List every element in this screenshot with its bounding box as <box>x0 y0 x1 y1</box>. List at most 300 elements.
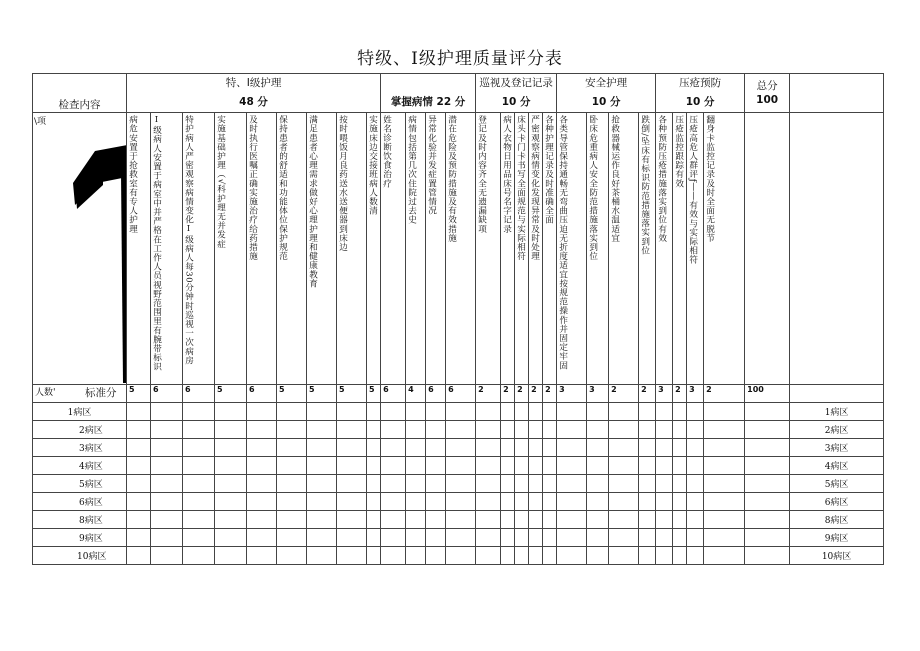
score-cell[interactable] <box>515 403 529 421</box>
score-cell[interactable] <box>656 421 673 439</box>
score-cell[interactable] <box>127 529 151 547</box>
score-cell[interactable] <box>337 547 367 565</box>
score-cell[interactable] <box>406 547 426 565</box>
score-cell[interactable] <box>183 439 215 457</box>
score-cell[interactable] <box>673 547 687 565</box>
score-cell[interactable] <box>673 511 687 529</box>
score-cell[interactable] <box>127 457 151 475</box>
score-cell[interactable] <box>656 547 673 565</box>
score-cell[interactable] <box>381 439 406 457</box>
score-cell[interactable] <box>337 475 367 493</box>
score-cell[interactable] <box>543 421 557 439</box>
score-cell[interactable] <box>406 439 426 457</box>
score-cell[interactable] <box>151 529 183 547</box>
score-cell[interactable] <box>687 493 704 511</box>
score-cell[interactable] <box>446 457 476 475</box>
score-cell[interactable] <box>687 475 704 493</box>
score-cell[interactable] <box>687 547 704 565</box>
score-cell[interactable] <box>639 493 656 511</box>
score-cell[interactable] <box>381 493 406 511</box>
standard-score-2: 6 <box>151 385 183 403</box>
standard-score-22: 2 <box>639 385 656 403</box>
group-safety-name: 安全护理 <box>585 77 628 89</box>
score-cell[interactable] <box>501 547 515 565</box>
standard-score-10: 6 <box>381 385 406 403</box>
score-cell[interactable] <box>476 403 501 421</box>
score-cell[interactable] <box>277 529 307 547</box>
group-condition-name: 掌握病情 22 分 <box>390 96 466 108</box>
score-cell[interactable] <box>557 511 587 529</box>
score-cell[interactable] <box>745 421 790 439</box>
score-cell[interactable] <box>639 529 656 547</box>
score-cell[interactable] <box>337 457 367 475</box>
score-cell[interactable] <box>609 421 639 439</box>
score-cell[interactable] <box>557 457 587 475</box>
score-cell[interactable] <box>529 421 543 439</box>
score-cell[interactable] <box>307 475 337 493</box>
score-cell[interactable] <box>183 529 215 547</box>
score-cell[interactable] <box>557 475 587 493</box>
score-cell[interactable] <box>426 421 446 439</box>
score-cell[interactable] <box>381 457 406 475</box>
score-cell[interactable] <box>543 547 557 565</box>
score-cell[interactable] <box>151 439 183 457</box>
ward-label-right: 8病区 <box>790 511 884 529</box>
score-cell[interactable] <box>367 421 381 439</box>
criteria-total-cell <box>745 113 790 385</box>
score-cell[interactable] <box>307 421 337 439</box>
score-cell[interactable] <box>501 529 515 547</box>
ward-label: 1病区 <box>33 403 127 421</box>
ward-label-right: 2病区 <box>790 421 884 439</box>
criterion-text: 病情包括第几次住院过去史 <box>406 115 417 225</box>
score-cell[interactable] <box>247 475 277 493</box>
score-cell[interactable] <box>183 547 215 565</box>
score-cell[interactable] <box>426 403 446 421</box>
score-cell[interactable] <box>687 439 704 457</box>
score-cell[interactable] <box>587 439 609 457</box>
score-cell[interactable] <box>426 493 446 511</box>
standard-score-18: 2 <box>543 385 557 403</box>
standard-label-cell <box>33 385 127 403</box>
criterion-text: 按时喂饭月良药送水送便器到床边 <box>337 115 348 252</box>
score-cell[interactable] <box>476 439 501 457</box>
score-cell[interactable] <box>745 493 790 511</box>
score-cell[interactable] <box>557 547 587 565</box>
score-cell[interactable] <box>406 475 426 493</box>
score-cell[interactable] <box>277 439 307 457</box>
score-cell[interactable] <box>609 403 639 421</box>
score-cell[interactable] <box>446 511 476 529</box>
criterion-text: 各类导管保持通畅无弯曲压迫无折度适宜按规范操作并固定牢固 <box>557 115 568 370</box>
score-cell[interactable] <box>337 529 367 547</box>
score-cell[interactable] <box>687 403 704 421</box>
score-cell[interactable] <box>247 403 277 421</box>
score-cell[interactable] <box>215 457 247 475</box>
score-cell[interactable] <box>704 529 745 547</box>
score-cell[interactable] <box>183 511 215 529</box>
score-cell[interactable] <box>704 493 745 511</box>
score-cell[interactable] <box>151 493 183 511</box>
score-cell[interactable] <box>476 457 501 475</box>
score-cell[interactable] <box>215 475 247 493</box>
score-cell[interactable] <box>183 493 215 511</box>
score-cell[interactable] <box>639 547 656 565</box>
score-cell[interactable] <box>529 403 543 421</box>
score-cell[interactable] <box>587 547 609 565</box>
score-cell[interactable] <box>446 421 476 439</box>
criterion-7 <box>307 113 337 385</box>
score-cell[interactable] <box>687 421 704 439</box>
criterion-text: 翻身卡监控记录及时全面无脱节 <box>704 115 715 243</box>
score-cell[interactable] <box>529 529 543 547</box>
standard-score-20: 3 <box>587 385 609 403</box>
score-cell[interactable] <box>639 511 656 529</box>
ward-label: 2病区 <box>33 421 127 439</box>
score-cell[interactable] <box>639 403 656 421</box>
score-cell[interactable] <box>277 547 307 565</box>
score-cell[interactable] <box>215 529 247 547</box>
score-cell[interactable] <box>127 511 151 529</box>
score-cell[interactable] <box>543 403 557 421</box>
standard-score-4: 5 <box>215 385 247 403</box>
score-cell[interactable] <box>529 547 543 565</box>
score-cell[interactable] <box>673 529 687 547</box>
score-cell[interactable] <box>609 529 639 547</box>
score-cell[interactable] <box>406 421 426 439</box>
criterion-18 <box>543 113 557 385</box>
score-cell[interactable] <box>215 421 247 439</box>
score-cell[interactable] <box>307 457 337 475</box>
score-cell[interactable] <box>406 511 426 529</box>
score-cell[interactable] <box>543 439 557 457</box>
score-cell[interactable] <box>381 529 406 547</box>
score-cell[interactable] <box>745 511 790 529</box>
score-cell[interactable] <box>515 529 529 547</box>
score-cell[interactable] <box>476 511 501 529</box>
score-cell[interactable] <box>501 475 515 493</box>
score-cell[interactable] <box>687 457 704 475</box>
score-cell[interactable] <box>557 403 587 421</box>
score-cell[interactable] <box>151 547 183 565</box>
score-cell[interactable] <box>515 439 529 457</box>
score-cell[interactable] <box>609 475 639 493</box>
score-cell[interactable] <box>247 493 277 511</box>
score-cell[interactable] <box>183 421 215 439</box>
score-cell[interactable] <box>215 511 247 529</box>
score-cell[interactable] <box>215 403 247 421</box>
score-cell[interactable] <box>127 475 151 493</box>
score-cell[interactable] <box>367 403 381 421</box>
criterion-1 <box>127 113 151 385</box>
score-cell[interactable] <box>501 493 515 511</box>
standard-score-6: 5 <box>277 385 307 403</box>
score-cell[interactable] <box>446 475 476 493</box>
score-cell[interactable] <box>446 493 476 511</box>
standard-score-16: 2 <box>515 385 529 403</box>
score-cell[interactable] <box>381 547 406 565</box>
score-cell[interactable] <box>639 457 656 475</box>
criterion-26 <box>704 113 745 385</box>
score-cell[interactable] <box>656 403 673 421</box>
score-cell[interactable] <box>127 547 151 565</box>
score-cell[interactable] <box>426 439 446 457</box>
ward-row <box>33 493 884 511</box>
score-cell[interactable] <box>515 475 529 493</box>
score-cell[interactable] <box>476 529 501 547</box>
criterion-10 <box>381 113 406 385</box>
score-cell[interactable] <box>367 475 381 493</box>
score-cell[interactable] <box>247 421 277 439</box>
score-cell[interactable] <box>704 439 745 457</box>
score-cell[interactable] <box>337 421 367 439</box>
score-cell[interactable] <box>367 493 381 511</box>
score-cell[interactable] <box>501 511 515 529</box>
score-cell[interactable] <box>151 403 183 421</box>
score-cell[interactable] <box>151 421 183 439</box>
score-table <box>32 73 884 565</box>
criterion-text: 抢救器械运作良好茶桶水温适宜 <box>609 115 620 243</box>
score-cell[interactable] <box>687 511 704 529</box>
item-label: \项 <box>34 117 47 127</box>
score-cell[interactable] <box>277 475 307 493</box>
score-cell[interactable] <box>381 475 406 493</box>
score-cell[interactable] <box>446 403 476 421</box>
score-cell[interactable] <box>543 475 557 493</box>
score-cell[interactable] <box>745 403 790 421</box>
criterion-6 <box>277 113 307 385</box>
standard-score-8: 5 <box>337 385 367 403</box>
score-cell[interactable] <box>501 439 515 457</box>
score-cell[interactable] <box>609 511 639 529</box>
score-cell[interactable] <box>337 439 367 457</box>
score-cell[interactable] <box>529 457 543 475</box>
score-cell[interactable] <box>745 439 790 457</box>
score-cell[interactable] <box>476 421 501 439</box>
score-cell[interactable] <box>277 457 307 475</box>
score-cell[interactable] <box>367 457 381 475</box>
score-cell[interactable] <box>515 421 529 439</box>
score-cell[interactable] <box>381 421 406 439</box>
score-cell[interactable] <box>183 457 215 475</box>
standard-score-13: 6 <box>446 385 476 403</box>
criterion-23 <box>656 113 673 385</box>
score-cell[interactable] <box>656 493 673 511</box>
score-cell[interactable] <box>656 475 673 493</box>
score-cell[interactable] <box>543 457 557 475</box>
criterion-text: 特护病人严密观察病情变化Ⅰ级病人每30分钟时巡视一次病房 <box>183 115 194 365</box>
score-cell[interactable] <box>406 493 426 511</box>
score-cell[interactable] <box>307 493 337 511</box>
score-cell[interactable] <box>127 493 151 511</box>
score-cell[interactable] <box>687 529 704 547</box>
score-cell[interactable] <box>557 439 587 457</box>
score-cell[interactable] <box>476 547 501 565</box>
score-cell[interactable] <box>406 457 426 475</box>
score-cell[interactable] <box>543 529 557 547</box>
score-cell[interactable] <box>367 439 381 457</box>
criterion-21 <box>609 113 639 385</box>
score-cell[interactable] <box>745 529 790 547</box>
score-cell[interactable] <box>426 529 446 547</box>
score-cell[interactable] <box>127 421 151 439</box>
group-safety <box>557 74 656 113</box>
score-cell[interactable] <box>381 403 406 421</box>
score-cell[interactable] <box>446 529 476 547</box>
score-cell[interactable] <box>609 493 639 511</box>
score-cell[interactable] <box>151 457 183 475</box>
score-cell[interactable] <box>151 475 183 493</box>
group-pressure-name: 压疮预防 <box>679 77 722 89</box>
score-cell[interactable] <box>673 421 687 439</box>
score-cell[interactable] <box>587 475 609 493</box>
group-condition <box>381 74 476 113</box>
score-cell[interactable] <box>367 529 381 547</box>
score-cell[interactable] <box>476 493 501 511</box>
score-cell[interactable] <box>587 511 609 529</box>
ward-row <box>33 457 884 475</box>
ward-row <box>33 403 884 421</box>
score-cell[interactable] <box>247 511 277 529</box>
ward-label: 5病区 <box>33 475 127 493</box>
score-cell[interactable] <box>277 511 307 529</box>
score-cell[interactable] <box>656 529 673 547</box>
score-cell[interactable] <box>529 475 543 493</box>
score-cell[interactable] <box>704 421 745 439</box>
score-cell[interactable] <box>446 547 476 565</box>
score-cell[interactable] <box>515 547 529 565</box>
standard-score-12: 6 <box>426 385 446 403</box>
score-cell[interactable] <box>247 439 277 457</box>
score-cell[interactable] <box>515 511 529 529</box>
score-cell[interactable] <box>704 511 745 529</box>
score-cell[interactable] <box>476 475 501 493</box>
score-cell[interactable] <box>557 493 587 511</box>
score-cell[interactable] <box>673 493 687 511</box>
criterion-text: 潜在危险及预防措施及有效措施 <box>446 115 457 243</box>
score-cell[interactable] <box>543 493 557 511</box>
score-cell[interactable] <box>406 529 426 547</box>
score-cell[interactable] <box>515 493 529 511</box>
score-cell[interactable] <box>609 457 639 475</box>
standard-score-26: 2 <box>704 385 745 403</box>
score-cell[interactable] <box>515 457 529 475</box>
score-cell[interactable] <box>529 493 543 511</box>
score-cell[interactable] <box>587 529 609 547</box>
score-cell[interactable] <box>639 439 656 457</box>
score-cell[interactable] <box>587 421 609 439</box>
score-cell[interactable] <box>215 493 247 511</box>
score-cell[interactable] <box>367 511 381 529</box>
group-patrol-score: 10 分 <box>501 96 531 108</box>
score-cell[interactable] <box>183 403 215 421</box>
criterion-text: 实施基础护理（√科护理无并发症 <box>215 115 226 249</box>
score-cell[interactable] <box>215 439 247 457</box>
score-cell[interactable] <box>587 457 609 475</box>
score-cell[interactable] <box>247 457 277 475</box>
criterion-text: 登记及时内容齐全无遗漏缺项 <box>476 115 487 234</box>
score-cell[interactable] <box>367 547 381 565</box>
group-header-row <box>33 74 884 92</box>
score-cell[interactable] <box>337 493 367 511</box>
score-cell[interactable] <box>609 547 639 565</box>
score-cell[interactable] <box>307 439 337 457</box>
score-cell[interactable] <box>307 511 337 529</box>
score-cell[interactable] <box>543 511 557 529</box>
score-cell[interactable] <box>426 475 446 493</box>
criterion-16 <box>515 113 529 385</box>
score-cell[interactable] <box>406 403 426 421</box>
criterion-19 <box>557 113 587 385</box>
score-cell[interactable] <box>673 439 687 457</box>
score-cell[interactable] <box>277 421 307 439</box>
score-cell[interactable] <box>673 457 687 475</box>
score-cell[interactable] <box>307 403 337 421</box>
score-cell[interactable] <box>639 421 656 439</box>
criterion-9 <box>367 113 381 385</box>
score-cell[interactable] <box>587 493 609 511</box>
score-cell[interactable] <box>656 511 673 529</box>
score-cell[interactable] <box>151 511 183 529</box>
criterion-text: Ⅰ级病人安置于病室中并严格在工作人员视野范围里有腕带标识 <box>151 115 162 372</box>
score-cell[interactable] <box>446 439 476 457</box>
score-cell[interactable] <box>381 511 406 529</box>
score-cell[interactable] <box>704 475 745 493</box>
score-cell[interactable] <box>609 439 639 457</box>
score-cell[interactable] <box>215 547 247 565</box>
score-cell[interactable] <box>426 511 446 529</box>
score-cell[interactable] <box>501 421 515 439</box>
standard-score-17: 2 <box>529 385 543 403</box>
score-cell[interactable] <box>745 457 790 475</box>
standard-score-19: 3 <box>557 385 587 403</box>
score-cell[interactable] <box>277 403 307 421</box>
score-cell[interactable] <box>426 547 446 565</box>
score-cell[interactable] <box>639 475 656 493</box>
score-cell[interactable] <box>745 547 790 565</box>
group-pressure-score: 10 分 <box>685 96 715 108</box>
score-cell[interactable] <box>501 457 515 475</box>
score-cell[interactable] <box>307 529 337 547</box>
score-cell[interactable] <box>277 493 307 511</box>
score-cell[interactable] <box>183 475 215 493</box>
standard-score-11: 4 <box>406 385 426 403</box>
score-cell[interactable] <box>673 403 687 421</box>
score-cell[interactable] <box>247 529 277 547</box>
score-cell[interactable] <box>501 403 515 421</box>
score-cell[interactable] <box>127 403 151 421</box>
score-cell[interactable] <box>529 439 543 457</box>
score-cell[interactable] <box>426 457 446 475</box>
ward-label-right: 5病区 <box>790 475 884 493</box>
score-cell[interactable] <box>704 547 745 565</box>
score-cell[interactable] <box>673 475 687 493</box>
score-cell[interactable] <box>529 511 543 529</box>
score-cell[interactable] <box>337 403 367 421</box>
score-cell[interactable] <box>557 421 587 439</box>
score-cell[interactable] <box>247 547 277 565</box>
score-cell[interactable] <box>337 511 367 529</box>
score-cell[interactable] <box>557 529 587 547</box>
score-cell[interactable] <box>587 403 609 421</box>
score-cell[interactable] <box>745 475 790 493</box>
score-cell[interactable] <box>656 439 673 457</box>
score-cell[interactable] <box>656 457 673 475</box>
score-cell[interactable] <box>704 403 745 421</box>
score-cell[interactable] <box>307 547 337 565</box>
score-cell[interactable] <box>127 439 151 457</box>
score-cell[interactable] <box>704 457 745 475</box>
